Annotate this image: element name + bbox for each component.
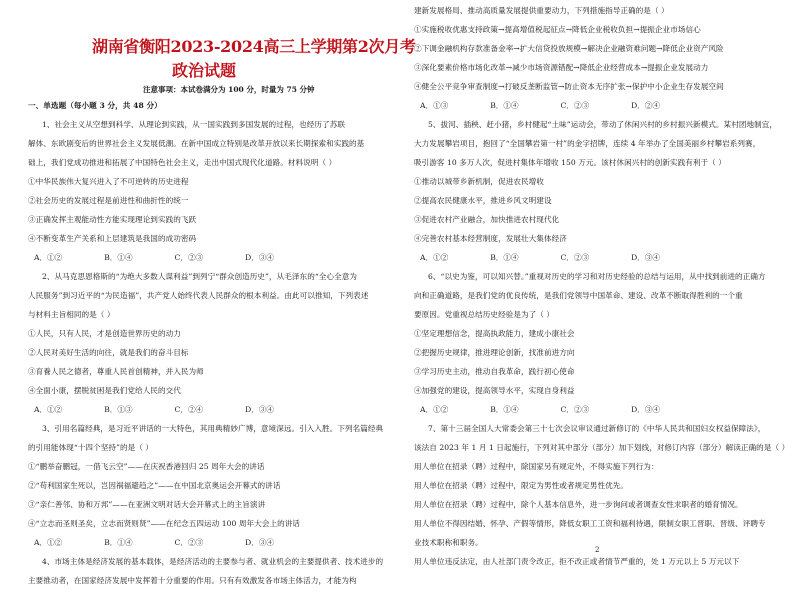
text-line: ②下调金融机构存款准备金率→扩大信贷投放规模→解决企业融资难问题→降低企业资产风险: [414, 44, 724, 53]
answer-option: D．③④: [245, 405, 274, 414]
text-line: 6、“以史为鉴，可以知兴替。”重视对历史的学习和对历史经验的总结与运用，从中找到前进的正确方: [428, 272, 766, 281]
answer-options: [28, 538, 380, 557]
answer-option: C．②③: [560, 405, 590, 414]
answer-option: C．②③: [560, 101, 590, 110]
right-column: [414, 0, 790, 566]
text-line: ①“鹏举奋鹏冠，一借飞云空”——在庆祝香港回归 25 周年大会的讲话: [28, 462, 265, 471]
page-number: 2: [595, 546, 600, 554]
answer-option: A．①②: [34, 253, 63, 262]
exam-note: 注意事项：本试卷满分为 100 分，时量为 75 分钟: [143, 85, 315, 94]
text-line: 主要推动者，在国家经济发展中发挥着十分重要的作用。只有有效激发各市场主体活力，才能为构: [28, 576, 357, 585]
answer-option: B．①④: [490, 253, 519, 262]
answer-option: B．①④: [104, 253, 133, 262]
text-line: 用人单位在招录（聘）过程中，除个人基本信息外，进一步询问或者调查女性求职者的婚育情况。: [414, 500, 743, 509]
text-line: ②把握历史规律，推进理论创新，找准前进方向: [414, 348, 575, 357]
text-line: 要原因。党重视总结历史经验是为了（ ）: [414, 310, 555, 319]
right-question-lines: [414, 6, 790, 576]
exam-title: 湖南省衡阳2023-2024高三上学期第2次月考: [92, 37, 416, 56]
answer-option: C．②③: [174, 253, 204, 262]
text-line: 吸引游客 10 多万人次，促进村集体年增收 150 万元。该村休闲兴村的创新实践有利于（ ）: [414, 158, 726, 167]
text-line: 用人单位违反法定，由人社部门责令改正，拒不改正或者情节严重的，处 1 万元以上 5 万元以下: [414, 557, 740, 566]
answer-option: B．①④: [104, 538, 133, 547]
text-line: ①实施税收优惠支持政策→提高增值税起征点→降低企业税收负担→提振企业市场信心: [414, 25, 701, 34]
text-line: ③正确发挥主观能动性方能实现理论到实践的飞跃: [28, 215, 197, 224]
text-line: ④健全公平竞争审查制度→打破反垄断监管→防止资本无序扩张→保护中小企业生存发展空间: [414, 82, 724, 91]
answer-option: D．③④: [245, 253, 274, 262]
text-line: ③育養人民之德者，尊重人民首创精神，并入民为师: [28, 367, 204, 376]
text-line: ④加强党的建设，提高领导水平，实现自身利益: [414, 386, 575, 395]
answer-option: B．①④: [490, 101, 519, 110]
text-line: 向和正确道路，是我们党的优良传统，是我们党领导中国革命、建设、改革不断取得胜利的一个重: [414, 291, 743, 300]
answer-options: [28, 253, 380, 272]
text-line: 一、单选题（每小题 3 分，共 48 分）: [28, 101, 162, 110]
answer-option: B．①④: [490, 405, 519, 414]
answer-option: A．①②: [34, 405, 63, 414]
text-line: ③深化要素价格市场化改革→减少市场资源错配→降低企业经营成本→提振企业发展动力: [414, 63, 709, 72]
answer-option: A．①③: [420, 101, 449, 110]
answer-option: C．②③: [560, 253, 590, 262]
text-line: 3、引用名篇经典，是习近平讲话的一大特色，其用典精妙广博，意境深远。引入入胜。下列名篇经典: [42, 424, 384, 433]
answer-option: A．①②: [420, 405, 449, 414]
text-line: ③“亲仁善邻、协和万邦”——在亚洲文明对话大会开幕式上的主旨演讲: [28, 500, 266, 509]
text-line: 业技术职称和职务。: [414, 538, 483, 547]
text-line: 建新发展格局、推动高质量发展提供重要动力，下列措施指导正确的是（ ）: [414, 6, 669, 15]
answer-option: C．②③: [174, 538, 204, 547]
exam-subtitle: 政治试题: [171, 61, 236, 80]
answer-options: [414, 253, 774, 272]
text-line: 用人单位在招录（聘）过程中，除国家另有规定外，不得实施下列行为：: [414, 462, 659, 471]
text-line: 该法自 2023 年 1 月 1 日起施行，下列对其中部分（部分）加下划线，对修订内容（部分）解读正确的是（ ）: [414, 443, 790, 452]
text-line: ①人民，只有人民，才是创造世界历史的动力: [28, 329, 181, 338]
text-line: ②提高农民健康水平，推进乡风文明建设: [414, 196, 552, 205]
answer-options: [28, 405, 380, 424]
left-column: [28, 0, 416, 585]
text-line: 与材料主旨相同的是（ ）: [28, 310, 115, 319]
text-line: ④不断变革生产关系和上层建筑是我国的成功密码: [28, 234, 197, 243]
answer-option: C．②④: [174, 405, 204, 414]
text-line: 用人单位在招录（聘）过程中，限定为男性或者规定男性优先。: [414, 481, 629, 490]
text-line: 7、第十三届全国人大常委会第三十七次会议审议通过新修订的《中华人民共和国妇女权益保障法》，: [428, 424, 766, 433]
text-line: 5、拔河、插秧、赶小猪，乡村健起“土味”运动会，带动了休闲兴村的乡村振兴新模式。某村团地制宜，: [428, 120, 778, 129]
answer-options: [414, 405, 774, 424]
text-line: ②“苟利国家生死以，岂因祸福避趋之”——在中国北京奥运会开幕式的讲话: [28, 481, 281, 490]
text-line: ①推动以城带乡新机制，促进农民增收: [414, 177, 544, 186]
answer-option: D．③④: [245, 538, 274, 547]
text-line: ②社会历史的发展过程是前进性和曲折性的统一: [28, 196, 189, 205]
text-line: ④“立志而圣则圣矣，立志而贤则贤”——在纪念五四运动 100 周年大会上的讲话: [28, 519, 301, 528]
text-line: 大力发展攀岩项目，抱回了“全国攀岩第一村”的金字招牌，连续 4 年举办了全国美丽乡村攀岩系列赛，: [414, 139, 761, 148]
text-line: ④完善农村基本经营制度，发展壮大集体经济: [414, 234, 567, 243]
text-line: 用人单位不得因结婚、怀孕、产假等情形，降低女职工工资和福利待遇，限制女职工晋职、晋级、评聘专: [414, 519, 766, 528]
text-line: 1、社会主义从空想到科学、从理论到实践，从一国实践到多国发展的过程，也经历了苏联: [42, 120, 345, 129]
text-line: ①中华民族伟大复兴进入了不可逆转的历史进程: [28, 177, 189, 186]
text-line: ①坚定理想信念，提高执政能力，建成小康社会: [414, 329, 575, 338]
left-question-lines: [28, 101, 384, 595]
text-line: 人民服务”到习近平的“为民造福”，共产党人始终代表人民群众的根本利益。由此可以推知，下列表述: [28, 291, 369, 300]
text-line: ④全面小康，摆脱贫困是我们党给人民的交代: [28, 386, 181, 395]
text-line: 2、从马克思恩格斯的“为绝大多数人谋利益”到列宁“群众创造历史”，从毛泽东的“全心全意为: [42, 272, 357, 281]
text-line: 解体、东欧剧变后的世界社会主义发展低潮。在新中国成立特别是改革开放以来长期探索和实践的基: [28, 139, 365, 148]
answer-option: D．②④: [631, 101, 660, 110]
answer-options: [414, 101, 774, 120]
text-line: ②人民对美好生活的向往，就是我们的奋斗目标: [28, 348, 189, 357]
text-line: ③促进农村产业融合，加快推进农村现代化: [414, 215, 560, 224]
answer-option: D．③④: [631, 253, 660, 262]
text-line: ③学习历史主动，推动自我革命，践行初心使命: [414, 367, 575, 376]
answer-option: B．①③: [104, 405, 133, 414]
answer-option: A．①②: [34, 538, 63, 547]
text-line: 的引用能体现“十四个坚持”的是（ ）: [28, 443, 153, 452]
answer-option: D．③④: [631, 405, 660, 414]
text-line: 础上，我们党成功推进和拓展了中国特色社会主义，走出中国式现代化道路。材料说明（ ）: [28, 158, 337, 167]
text-line: 4、市场主体是经济发展的基本载体，是经济活动的主要参与者、就业机会的主要提供者、技术进步的: [42, 557, 384, 566]
answer-option: A．①②: [420, 253, 449, 262]
